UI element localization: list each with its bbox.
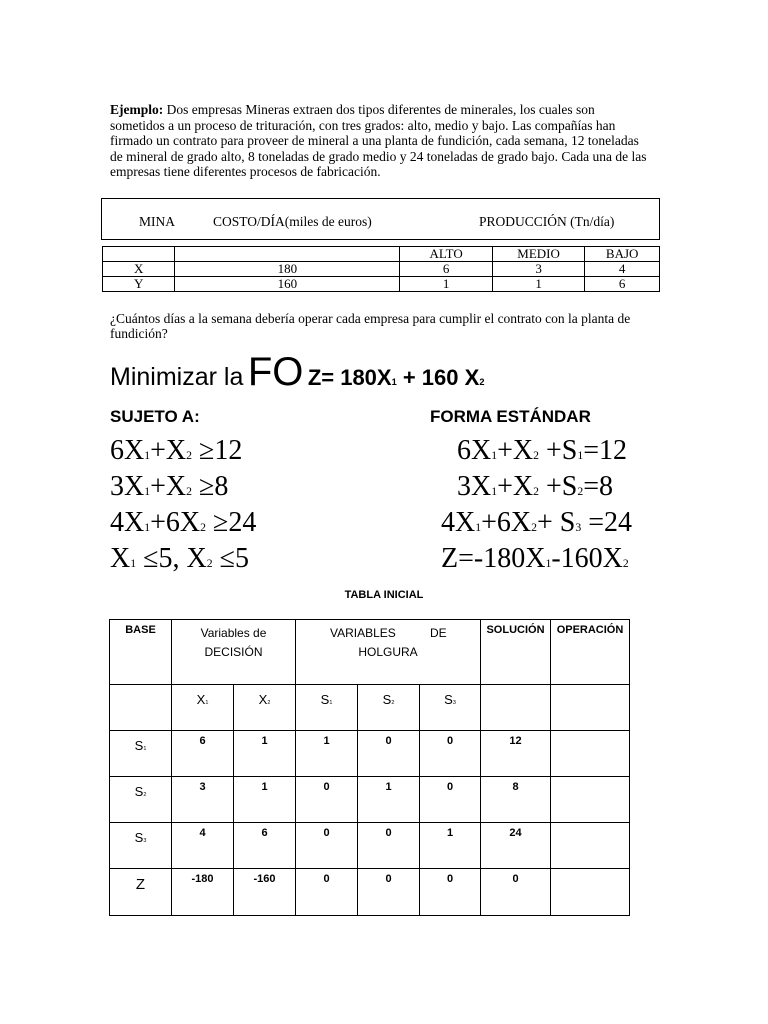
standard-objective: Z=-180X1-160X2 <box>441 543 629 574</box>
cell-costo: 180 <box>175 262 400 277</box>
row-base: S2 <box>110 777 172 823</box>
cell-solucion: 12 <box>481 731 551 777</box>
cell-value: 0 <box>358 731 420 777</box>
standard-equation: 3X1+X2 +S2=8 <box>457 471 614 502</box>
cell-operacion <box>551 777 630 823</box>
cell-bajo: 6 <box>585 277 660 292</box>
intro-text: Dos empresas Mineras extraen dos tipos diferentes de minerales, los cuales son sometidos a un proceso de trituración, con tres grados: alto, medio y bajo. Las compañías han firmado un contrato para proveer de mineral a una planta de fundición, cada semana, 12 toneladas de mineral de grado alto, 8 toneladas de grado medio y 24 toneladas de grado bajo. Cada una de las empresas tiene diferentes procesos de fabricación. <box>110 102 647 179</box>
standard-equation: 4X1+6X2+ S3 =24 <box>441 507 633 538</box>
objective-function <box>110 350 484 396</box>
table-row <box>110 777 630 823</box>
header-produccion: PRODUCCIÓN (Tn/día) <box>479 214 615 229</box>
table-row <box>103 277 660 292</box>
row-base: S3 <box>110 823 172 869</box>
table-row <box>110 731 630 777</box>
data-table <box>102 246 660 292</box>
standard-equation: 6X1+X2 +S1=12 <box>457 435 628 466</box>
cell-value: 0 <box>296 869 358 916</box>
cell-value: 1 <box>234 777 296 823</box>
objective-formula: Z= 180X1 + 160 X2 <box>307 365 485 390</box>
constraint: 6X1+X2 ≥12 <box>110 435 243 466</box>
cell-value: 0 <box>358 823 420 869</box>
objective-fo: FO <box>247 350 304 394</box>
header-holgura: VARIABLES DE HOLGURA <box>296 620 481 685</box>
cell-solucion: 8 <box>481 777 551 823</box>
cell-solucion: 0 <box>481 869 551 916</box>
cell-value: -180 <box>172 869 234 916</box>
data-table-header <box>101 198 660 240</box>
header-decision: Variables de DECISIÓN <box>172 620 296 685</box>
simplex-vars-row <box>110 685 630 731</box>
sub-medio: MEDIO <box>492 247 585 262</box>
sub-alto: ALTO <box>400 247 492 262</box>
cell-mina: Y <box>103 277 175 292</box>
intro-paragraph <box>110 102 650 180</box>
constraint: X1 ≤5, X2 ≤5 <box>110 543 249 574</box>
header-costo: COSTO/DÍA(miles de euros) <box>213 214 372 229</box>
cell-medio: 1 <box>492 277 585 292</box>
cell-value: 4 <box>172 823 234 869</box>
cell-value: 3 <box>172 777 234 823</box>
forma-estandar-heading: FORMA ESTÁNDAR <box>430 407 591 426</box>
tabla-inicial-title: TABLA INICIAL <box>344 589 424 601</box>
cell-solucion: 24 <box>481 823 551 869</box>
header-base: BASE <box>110 620 172 685</box>
question-text: ¿Cuántos días a la semana debería operar cada empresa para cumplir el contrato con la planta de fundición? <box>110 311 631 341</box>
constraint: 4X1+6X2 ≥24 <box>110 507 257 538</box>
cell-value: 0 <box>296 823 358 869</box>
var-x2: X2 <box>234 685 296 731</box>
cell-bajo: 4 <box>585 262 660 277</box>
cell-operacion <box>551 823 630 869</box>
objective-minimizar: Minimizar la <box>110 363 244 391</box>
intro-label: Ejemplo: <box>110 102 164 117</box>
simplex-table <box>109 619 630 916</box>
cell-mina: X <box>103 262 175 277</box>
cell-operacion <box>551 869 630 916</box>
cell-value: -160 <box>234 869 296 916</box>
cell-value: 6 <box>234 823 296 869</box>
simplex-header-row <box>110 620 630 685</box>
cell-value: 0 <box>420 777 481 823</box>
data-table-subheader <box>103 247 660 262</box>
header-mina: MINA <box>139 214 175 229</box>
cell-value: 6 <box>172 731 234 777</box>
header-solucion: SOLUCIÓN <box>481 620 551 685</box>
cell-value: 0 <box>420 731 481 777</box>
var-s1: S1 <box>296 685 358 731</box>
cell-value: 1 <box>358 777 420 823</box>
sub-bajo: BAJO <box>585 247 660 262</box>
table-row <box>103 262 660 277</box>
row-base: S1 <box>110 731 172 777</box>
cell-value: 0 <box>358 869 420 916</box>
var-x1: X1 <box>172 685 234 731</box>
cell-value: 1 <box>234 731 296 777</box>
cell-value: 1 <box>420 823 481 869</box>
cell-value: 0 <box>296 777 358 823</box>
cell-operacion <box>551 731 630 777</box>
cell-value: 1 <box>296 731 358 777</box>
cell-alto: 6 <box>400 262 492 277</box>
sujeto-heading: SUJETO A: <box>110 407 200 426</box>
table-row <box>110 869 630 916</box>
header-operacion: OPERACIÓN <box>551 620 630 685</box>
table-row <box>110 823 630 869</box>
cell-medio: 3 <box>492 262 585 277</box>
var-s2: S2 <box>358 685 420 731</box>
constraint: 3X1+X2 ≥8 <box>110 471 229 502</box>
cell-costo: 160 <box>175 277 400 292</box>
var-s3: S3 <box>420 685 481 731</box>
cell-value: 0 <box>420 869 481 916</box>
cell-alto: 1 <box>400 277 492 292</box>
row-base: Z <box>110 869 172 916</box>
